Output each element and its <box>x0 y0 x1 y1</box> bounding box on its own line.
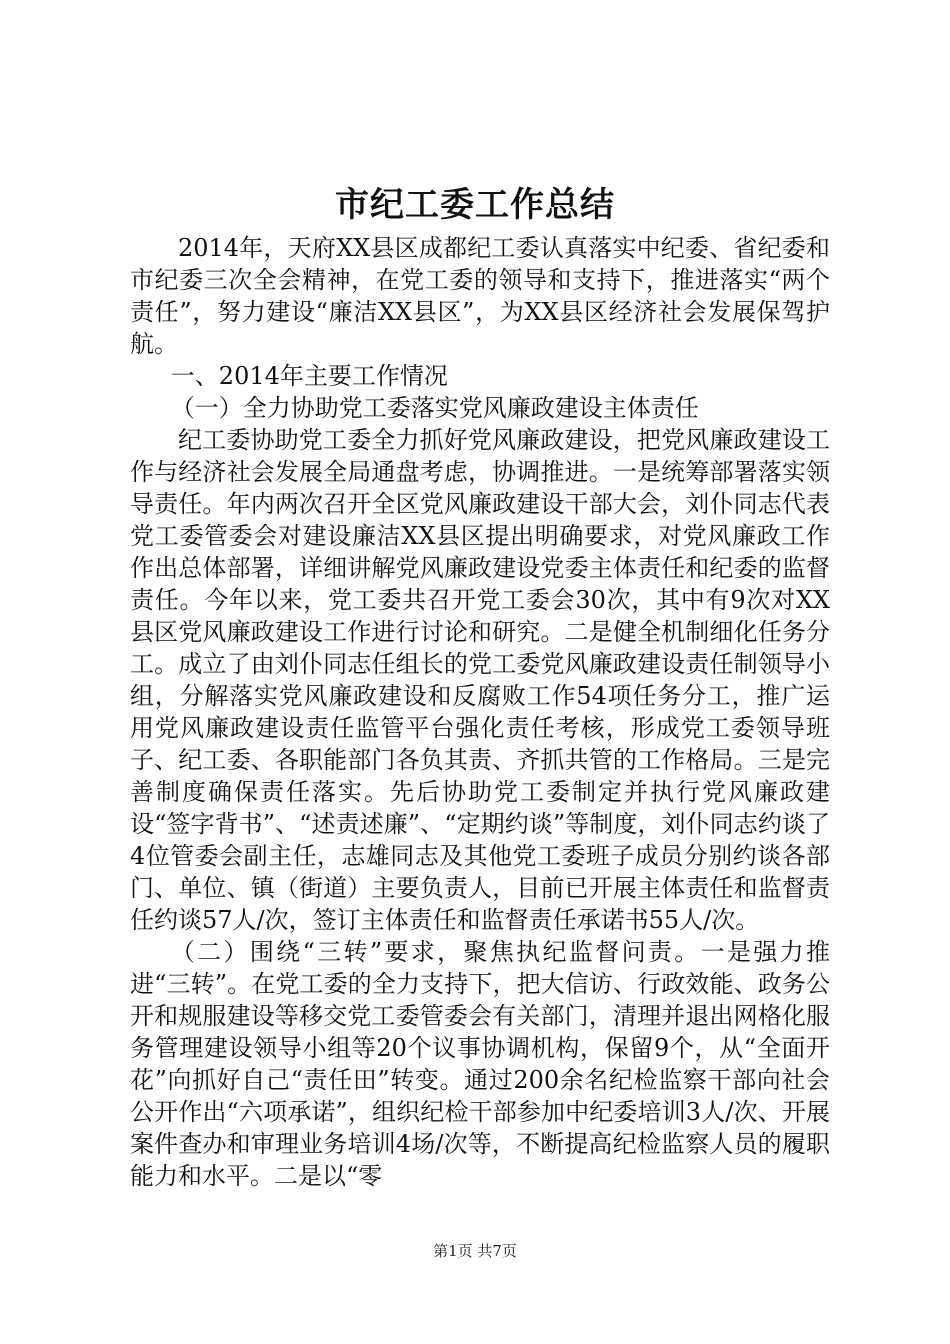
section-heading: 一、2014年主要工作情况 <box>170 362 448 390</box>
document-body <box>130 232 830 1192</box>
body-paragraph: 纪工委协助党工委全力抓好党风廉政建设，把党风廉政建设工作与经济社会发展全局通盘考虑，协调推进。一是统筹部署落实领导责任。年内两次召开全区党风廉政建设干部大会，刘仆同志代表党工委管委会对建设廉洁XX县区提出明确要求，对党风廉政工作作出总体部署，详细讲解党风廉政建设党委主体责任和纪委的监督责任。今年以来，党工委共召开党工委会30次，其中有9次对XX县区党风廉政建设工作进行讨论和研究。二是健全机制细化任务分工。成立了由刘仆同志任组长的党工委党风廉政建设责任制领导小组，分解落实党风廉政建设和反腐败工作54项任务分工，推广运用党风廉政建设责任监管平台强化责任考核，形成党工委领导班子、纪工委、各职能部门各负其责、齐抓共管的工作格局。三是完善制度确保责任落实。先后协助党工委制定并执行党风廉政建设“签字背书”、“述责述廉”、“定期约谈”等制度，刘仆同志约谈了4位管委会副主任，志雄同志及其他党工委班子成员分别约谈各部门、单位、镇（街道）主要负责人，目前已开展主体责任和监督责任约谈57人/次，签订主体责任和监督责任承诺书55人/次。 <box>130 426 830 934</box>
page-number-footer: 第1页 共7页 <box>433 1242 517 1260</box>
document-title: 市纪工委工作总结 <box>335 185 615 225</box>
subsection-heading: （一）全力协助党工委落实党风廉政建设主体责任 <box>170 394 699 422</box>
intro-paragraph: 2014年，天府XX县区成都纪工委认真落实中纪委、省纪委和市纪委三次全会精神，在党工委的领导和支持下，推进落实“两个责任”，努力建设“廉洁XX县区”，为XX县区经济社会发展保驾护航。 <box>130 234 830 358</box>
body-paragraph: （二）围绕“三转”要求，聚焦执纪监督问责。一是强力推进“三转”。在党工委的全力支持下，把大信访、行政效能、政务公开和规服建设等移交党工委管委会有关部门，清理并退出网格化服务管理建设领导小组等20个议事协调机构，保留9个，从“全面开花”向抓好自己“责任田”转变。通过200余名纪检监察干部向社会公开作出“六项承诺”，组织纪检干部参加中纪委培训3人/次、开展案件查办和审理业务培训4场/次等，不断提高纪检监察人员的履职能力和水平。二是以“零 <box>130 938 830 1190</box>
